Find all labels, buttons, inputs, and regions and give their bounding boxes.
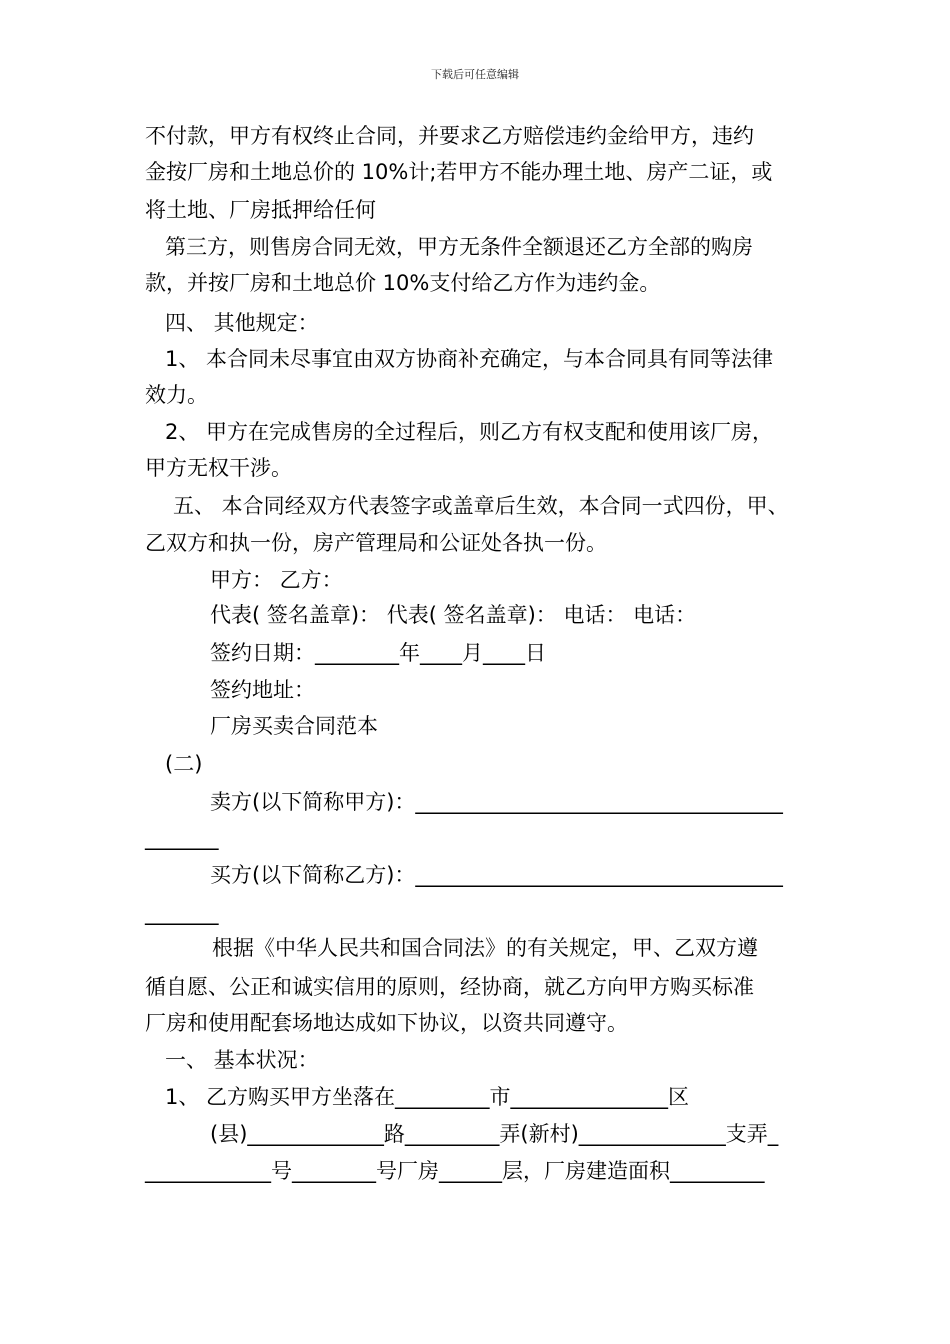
section-heading: 一、 基本状况： [165, 1048, 319, 1072]
buyer-line: 买方(以下简称乙方)：___________________________________ [210, 863, 783, 887]
text-line: 厂房和使用配套场地达成如下协议，以资共同遵守。 [145, 1011, 628, 1035]
text-line: 将土地、厂房抵押给任何 [145, 198, 376, 222]
text-line: 乙双方和执一份，房产管理局和公证处各执一份。 [145, 531, 607, 555]
text-line: ____________号________号厂房______层，厂房建造面积_________ [145, 1159, 765, 1183]
text-line: 金按厂房和土地总价的 10%计;若甲方不能办理土地、房产二证，或 [145, 160, 773, 184]
blank-line: _______ [145, 826, 219, 850]
text-line: 效力。 [145, 383, 208, 407]
text-line: 2、 甲方在完成售房的全过程后，则乙方有权支配和使用该厂房， [165, 420, 774, 444]
text-line: 五、 本合同经双方代表签字或盖章后生效，本合同一式四份，甲、 [173, 494, 789, 518]
text-line: (县)_____________路_________弄(新村)______________支弄_ [210, 1122, 779, 1146]
text-line: 款，并按厂房和土地总价 10%支付给乙方作为违约金。 [145, 271, 661, 295]
document-title: 厂房买卖合同范本 [210, 714, 378, 738]
text-line: 甲方无权干涉。 [145, 456, 292, 480]
text-line: 1、 乙方购买甲方坐落在_________市_______________区 [165, 1085, 690, 1109]
text-line: 根据《中华人民共和国合同法》的有关规定，甲、乙双方遵 [212, 936, 758, 960]
sign-date-line: 签约日期：________年____月____日 [210, 641, 546, 665]
text-line: 第三方，则售房合同无效，甲方无条件全额退还乙方全部的购房 [165, 235, 753, 259]
section-number: (二) [165, 752, 203, 776]
party-line: 甲方： 乙方： [210, 568, 343, 592]
text-line: 1、 本合同未尽事宜由双方协商补充确定，与本合同具有同等法律 [165, 347, 774, 371]
page-header: 下载后可任意编辑 [431, 68, 519, 81]
seller-line: 卖方(以下简称甲方)：___________________________________ [210, 790, 783, 814]
blank-line: _______ [145, 901, 219, 925]
representative-line: 代表( 签名盖章)： 代表( 签名盖章)： 电话： 电话： [210, 603, 697, 627]
text-line: 不付款，甲方有权终止合同，并要求乙方赔偿违约金给甲方，违约 [145, 124, 754, 148]
sign-place-line: 签约地址： [210, 678, 315, 702]
text-line: 循自愿、公正和诚实信用的原则，经协商，就乙方向甲方购买标准 [145, 975, 754, 999]
section-heading: 四、 其他规定： [165, 311, 319, 335]
